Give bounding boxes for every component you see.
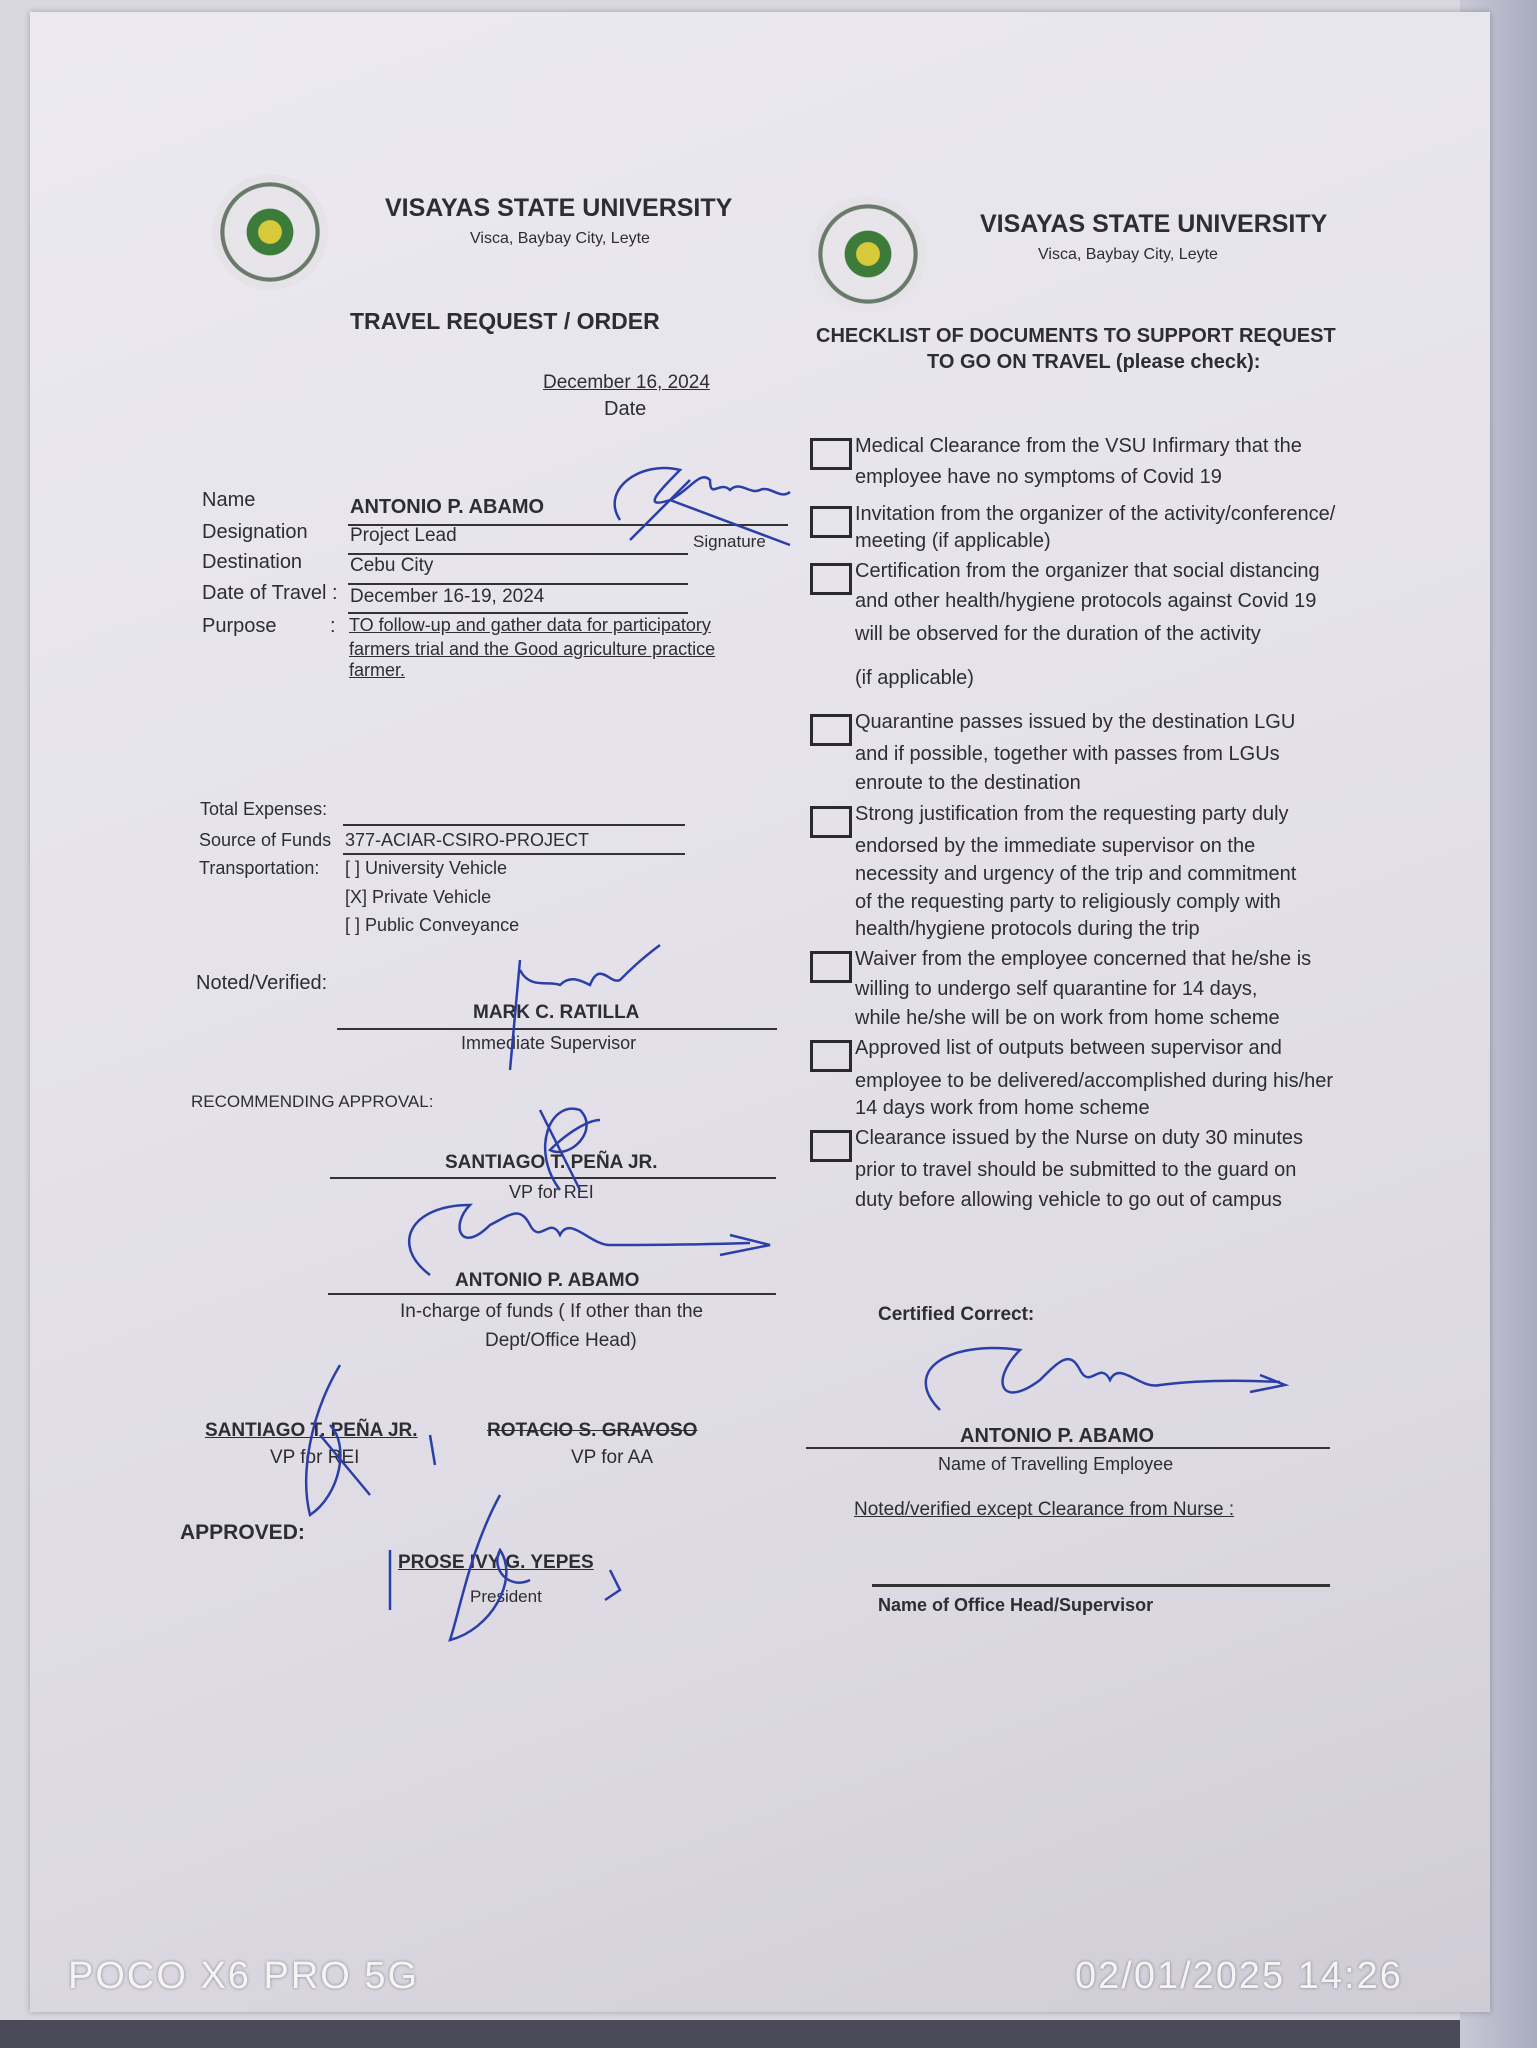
destination-underline (348, 583, 688, 585)
signature-vp-rei (280, 1355, 450, 1525)
office-head-title: Name of Office Head/Supervisor (878, 1595, 1154, 1615)
name-value: ANTONIO P. ABAMO (350, 496, 545, 518)
designation-value: Project Lead (350, 525, 457, 546)
checklist-checkbox[interactable] (810, 951, 852, 983)
checklist-title-1: CHECKLIST OF DOCUMENTS TO SUPPORT REQUEST (816, 325, 1336, 347)
checklist-item-text: duty before allowing vehicle to go out of campus (855, 1189, 1282, 1211)
purpose-line-3: farmer. (349, 660, 406, 680)
checklist-item-text: employee to be delivered/accomplished during his/her (855, 1070, 1334, 1092)
date-of-travel-underline (348, 612, 688, 614)
signature-recommending (520, 1090, 620, 1200)
checklist-item-text: prior to travel should be submitted to the guard on (855, 1159, 1297, 1181)
checklist-title-2: TO GO ON TRAVEL (please check): (927, 351, 1261, 373)
university-seal-right (810, 196, 926, 312)
recommending-title: VP for REI (509, 1182, 594, 1202)
purpose-line-2: farmers trial and the Good agriculture practice (349, 639, 716, 659)
checklist-checkbox[interactable] (810, 506, 852, 538)
camera-timestamp-watermark: 02/01/2025 14:26 (1075, 1955, 1403, 1997)
transportation-public-conveyance: [ ] Public Conveyance (345, 915, 520, 935)
signature-supervisor (500, 940, 680, 1080)
destination-label: Destination (202, 551, 303, 573)
date-value: December 16, 2024 (543, 372, 710, 393)
checklist-item-text: meeting (if applicable) (855, 530, 1051, 552)
supervisor-name: MARK C. RATILLA (473, 1002, 640, 1023)
funds-incharge-title-1: In-charge of funds ( If other than the (400, 1301, 704, 1322)
name-label: Name (202, 489, 256, 511)
vp-rei-name: SANTIAGO T. PEÑA JR. (205, 1420, 418, 1441)
signature-label: Signature (693, 532, 766, 551)
checklist-item-text: 14 days work from home scheme (855, 1097, 1150, 1119)
approved-label: APPROVED: (180, 1521, 305, 1544)
checklist-item-text: necessity and urgency of the trip and commitment (855, 863, 1297, 885)
destination-value: Cebu City (350, 555, 434, 576)
vp-rei-title: VP for REI (270, 1447, 360, 1468)
checklist-item-text: Medical Clearance from the VSU Infirmary that the (855, 435, 1302, 457)
checklist-checkbox[interactable] (810, 563, 852, 595)
checklist-item-text: and other health/hygiene protocols against Covid 19 (855, 590, 1317, 612)
checklist-item-text: Invitation from the organizer of the activity/conference/ (855, 503, 1336, 525)
signature-funds-incharge (390, 1182, 780, 1295)
purpose-line-1: TO follow-up and gather data for participatory (349, 615, 711, 635)
certified-label: Certified Correct: (878, 1304, 1035, 1325)
recommending-label: RECOMMENDING APPROVAL: (191, 1092, 434, 1111)
checklist-item-text: of the requesting party to religiously comply with (855, 891, 1281, 913)
checklist-checkbox[interactable] (810, 1040, 852, 1072)
transportation-private-vehicle: [X] Private Vehicle (345, 887, 492, 907)
checklist-checkbox[interactable] (810, 438, 852, 470)
noted-verified-label: Noted/Verified: (196, 972, 328, 994)
checklist-item-text: willing to undergo self quarantine for 14 days, (855, 978, 1258, 1000)
total-expenses-label: Total Expenses: (200, 799, 328, 819)
date-of-travel-value: December 16-19, 2024 (350, 586, 545, 607)
university-name-right: VISAYAS STATE UNIVERSITY (980, 210, 1328, 238)
vp-aa-title: VP for AA (571, 1447, 654, 1468)
date-of-travel-label: Date of Travel : (202, 582, 338, 604)
university-address-left: Visca, Baybay City, Leyte (470, 230, 650, 247)
purpose-colon: : (330, 615, 336, 637)
checklist-item-text: employee have no symptoms of Covid 19 (855, 466, 1222, 488)
checklist-item-text: Waiver from the employee concerned that he/she is (855, 948, 1312, 970)
funds-incharge-title-2: Dept/Office Head) (485, 1330, 637, 1351)
signature-certified (900, 1330, 1300, 1450)
university-address-right: Visca, Baybay City, Leyte (1038, 246, 1218, 263)
checklist-item-text: endorsed by the immediate supervisor on the (855, 835, 1256, 857)
camera-device-watermark: POCO X6 PRO 5G (68, 1955, 420, 1997)
university-seal-left (212, 174, 328, 290)
vp-aa-name: ROTACIO S. GRAVOSO (487, 1420, 698, 1441)
source-of-funds-value: 377-ACIAR-CSIRO-PROJECT (345, 830, 590, 850)
signature-president (430, 1490, 630, 1640)
checklist-checkbox[interactable] (810, 714, 852, 746)
source-of-funds-label: Source of Funds (199, 830, 332, 850)
designation-label: Designation (202, 521, 308, 543)
checklist-item-text: and if possible, together with passes from LGUs (855, 743, 1280, 765)
date-label: Date (604, 398, 647, 420)
checklist-item-text: Approved list of outputs between supervisor and (855, 1037, 1282, 1059)
checklist-item-text: Strong justification from the requesting party duly (855, 803, 1289, 825)
certified-name: ANTONIO P. ABAMO (960, 1425, 1155, 1447)
signature-applicant (600, 450, 800, 550)
checklist-item-text: will be observed for the duration of the activity (855, 623, 1261, 645)
office-head-line (872, 1584, 1330, 1587)
checklist-item-text: (if applicable) (855, 667, 974, 689)
certified-title: Name of Travelling Employee (938, 1454, 1174, 1474)
checklist-checkbox[interactable] (810, 1130, 852, 1162)
checklist-item-text: health/hygiene protocols during the trip (855, 918, 1200, 940)
nurse-note-label: Noted/verified except Clearance from Nurse : (854, 1499, 1235, 1520)
recommending-name: SANTIAGO T. PEÑA JR. (445, 1152, 658, 1173)
purpose-label: Purpose (202, 615, 277, 637)
transportation-label: Transportation: (199, 858, 320, 878)
president-title: President (470, 1587, 542, 1606)
transportation-university-vehicle: [ ] University Vehicle (345, 858, 508, 878)
total-expenses-underline (343, 824, 685, 826)
funds-incharge-name: ANTONIO P. ABAMO (455, 1270, 640, 1291)
checklist-item-text: Certification from the organizer that social distancing (855, 560, 1320, 582)
checklist-item-text: while he/she will be on work from home scheme (855, 1007, 1280, 1029)
university-name-left: VISAYAS STATE UNIVERSITY (385, 194, 733, 222)
supervisor-title: Immediate Supervisor (461, 1033, 637, 1053)
president-name: PROSE IVY G. YEPES (398, 1552, 594, 1573)
form-title: TRAVEL REQUEST / ORDER (350, 308, 660, 334)
checklist-item-text: Clearance issued by the Nurse on duty 30 minutes (855, 1127, 1304, 1149)
checklist-item-text: enroute to the destination (855, 772, 1081, 794)
checklist-checkbox[interactable] (810, 806, 852, 838)
checklist-item-text: Quarantine passes issued by the destination LGU (855, 711, 1296, 733)
source-of-funds-underline (343, 853, 685, 855)
